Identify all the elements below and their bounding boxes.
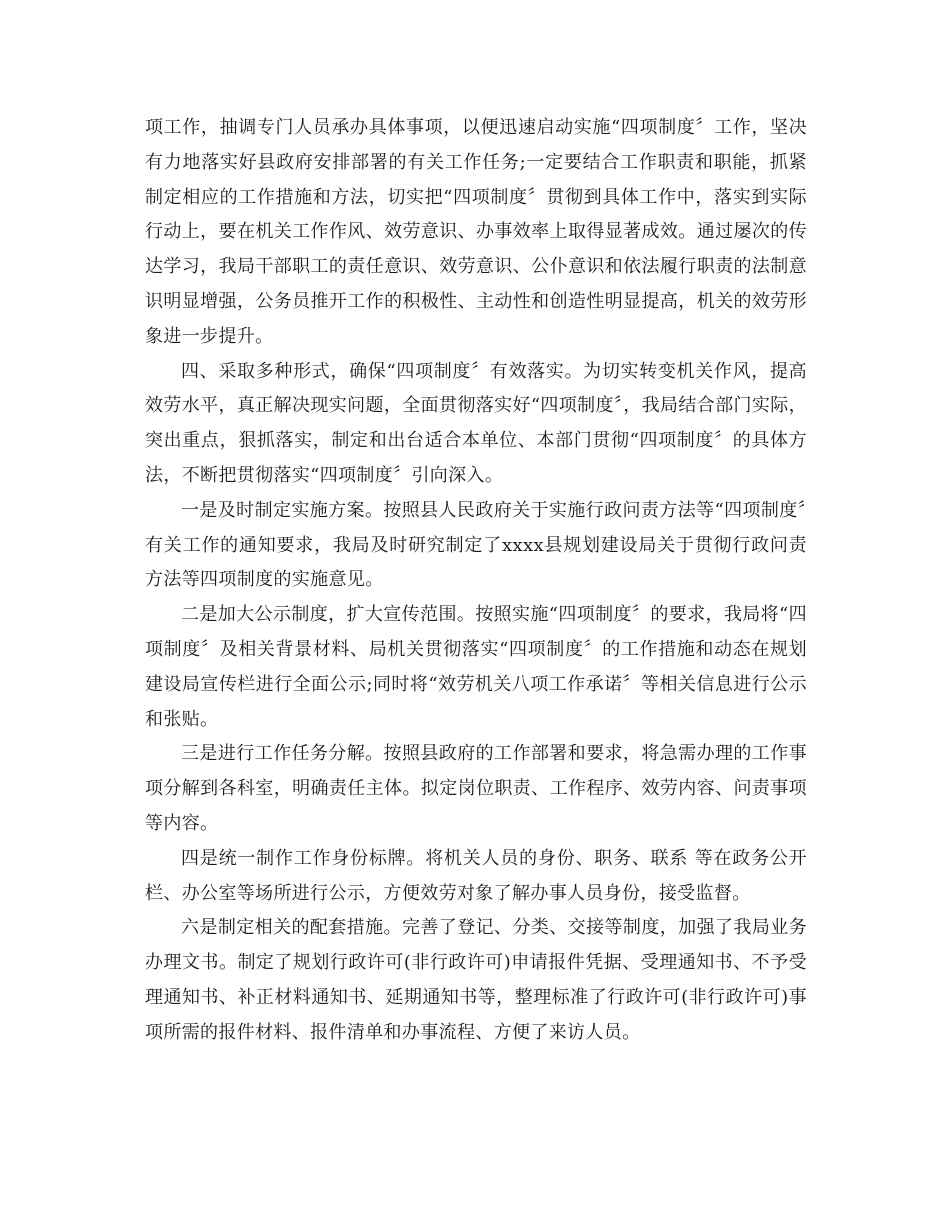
paragraph-section-four: 四、采取多种形式，确保“四项制度〞有效落实。为切实转变机关作风，提高效劳水平，真正解决现实问题，全面贯彻落实好“四项制度〞，我局结合部门实际，突出重点，狠抓落实，制定和出台适合本单位、本部门贯彻“四项制度〞的具体方法，不断把贯彻落实“四项制度〞引向深入。 bbox=[145, 360, 807, 486]
paragraph-item-six: 六是制定相关的配套措施。完善了登记、分类、交接等制度，加强了我局业务办理文书。制定了规划行政许可(非行政许可)申请报件凭据、受理通知书、不予受理通知书、补正材料通知书、延期通知书等，整理标准了行政许可(非行政许可)事项所需的报件材料、报件清单和办事流程、方便了来访人员。 bbox=[145, 917, 807, 1043]
paragraph-item-two: 二是加大公示制度，扩大宣传范围。按照实施“四项制度〞的要求，我局将“四项制度〞及相关背景材料、局机关贯彻落实“四项制度〞的工作措施和动态在规划建设局宣传栏进行全面公示;同时将“效劳机关八项工作承诺〞等相关信息进行公示和张贴。 bbox=[145, 604, 807, 730]
paragraph-item-one: 一是及时制定实施方案。按照县人民政府关于实施行政问责方法等“四项制度〞有关工作的通知要求，我局及时研究制定了xxxx县规划建设局关于贯彻行政问责方法等四项制度的实施意见。 bbox=[145, 499, 807, 591]
paragraph-item-four: 四是统一制作工作身份标牌。将机关人员的身份、职务、联系 等在政务公开栏、办公室等场所进行公示，方便效劳对象了解办事人员身份，接受监督。 bbox=[145, 847, 807, 904]
paragraph-continued: 项工作，抽调专门人员承办具体事项，以便迅速启动实施“四项制度〞工作，坚决有力地落实好县政府安排部署的有关工作任务;一定要结合工作职责和职能，抓紧制定相应的工作措施和方法，切实把“四项制度〞贯彻到具体工作中，落实到实际行动上，要在机关工作作风、效劳意识、办事效率上取得显著成效。通过屡次的传达学习，我局干部职工的责任意识、效劳意识、公仆意识和依法履行职责的法制意识明显增强，公务员推开工作的积极性、主动性和创造性明显提高，机关的效劳形象进一步提升。 bbox=[145, 117, 807, 347]
paragraph-item-three: 三是进行工作任务分解。按照县政府的工作部署和要求，将急需办理的工作事项分解到各科室，明确责任主体。拟定岗位职责、工作程序、效劳内容、问责事项等内容。 bbox=[145, 743, 807, 834]
document-body bbox=[145, 111, 807, 1051]
